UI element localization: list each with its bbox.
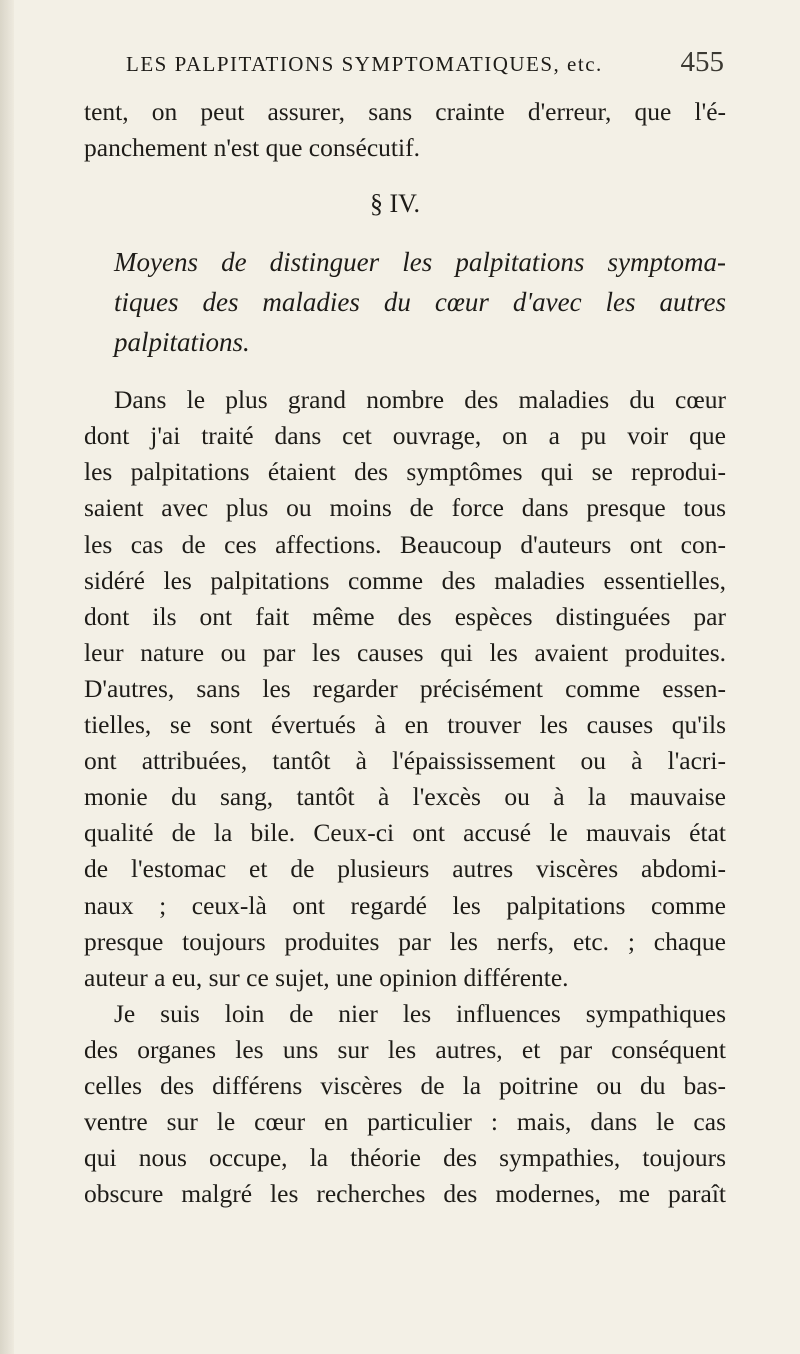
text-line: des organes les uns sur les autres, et par conséquent <box>84 1034 726 1064</box>
text-line: les cas de ces affections. Beaucoup d'auteurs ont con- <box>84 529 726 559</box>
text-line: sidéré les palpitations comme des maladies essentielles, <box>84 565 726 595</box>
section-title <box>84 242 726 362</box>
text-line: Je suis loin de nier les influences sympathiques <box>114 998 726 1028</box>
section-number: § IV. <box>369 189 421 219</box>
text-line: tielles, se sont évertués à en trouver les causes qu'ils <box>84 710 726 740</box>
text-line: qualité de la bile. Ceux-ci ont accusé le mauvais état <box>84 818 726 848</box>
page-header <box>126 46 726 86</box>
text-line: dont j'ai traité dans cet ouvrage, on a pu voir que <box>84 421 726 451</box>
paragraph-2 <box>84 996 726 1213</box>
text-line: ventre sur le cœur en particulier : mais, dans le cas <box>84 1107 726 1137</box>
text-line: Dans le plus grand nombre des maladies du cœur <box>114 385 726 415</box>
text-line: de l'estomac et de plusieurs autres viscères abdomi- <box>84 854 726 884</box>
text-line: saient avec plus ou moins de force dans presque tous <box>84 493 726 523</box>
text-line: D'autres, sans les regarder précisément comme essen- <box>84 673 726 703</box>
text-line: obscure malgré les recherches des modernes, me paraît <box>84 1179 726 1209</box>
body-text <box>84 94 726 1212</box>
section-title-line: Moyens de distinguer les palpitations symptoma- <box>114 247 726 278</box>
text-line: naux ; ceux-là ont regardé les palpitations comme <box>84 890 726 920</box>
text-line: presque toujours produites par les nerfs, etc. ; chaque <box>84 926 726 956</box>
text-line: qui nous occupe, la théorie des sympathies, toujours <box>84 1143 726 1173</box>
text-line: les palpitations étaient des symptômes qui se reprodui- <box>84 457 726 487</box>
text-line: panchement n'est que consécutif. <box>84 133 420 163</box>
text-line: dont ils ont fait même des espèces distinguées par <box>84 601 726 631</box>
text-line: auteur a eu, sur ce sujet, une opinion différente. <box>84 962 569 992</box>
text-line: leur nature ou par les causes qui les avaient produites. <box>84 637 726 667</box>
opening-paragraph <box>84 94 726 166</box>
text-line: monie du sang, tantôt à l'excès ou à la mauvaise <box>84 782 726 812</box>
page-number: 455 <box>680 46 724 78</box>
running-head: LES PALPITATIONS SYMPTOMATIQUES, etc. <box>126 52 603 76</box>
text-line: ont attribuées, tantôt à l'épaississement ou à l'acri- <box>84 746 726 776</box>
section-title-line: palpitations. <box>114 327 250 358</box>
section-title-line: tiques des maladies du cœur d'avec les autres <box>114 287 726 318</box>
text-line: celles des différens viscères de la poitrine ou du bas- <box>84 1070 726 1100</box>
paragraph-1 <box>84 382 726 996</box>
text-line: tent, on peut assurer, sans crainte d'erreur, que l'é- <box>84 97 726 126</box>
